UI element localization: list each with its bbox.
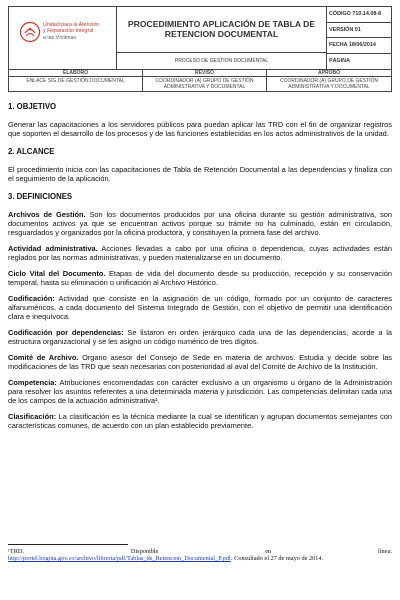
logo-line-1: Unidad para la Atención xyxy=(43,22,100,28)
document-meta xyxy=(327,7,391,69)
sign-label: REVISÓ xyxy=(143,70,266,77)
definition-item xyxy=(8,244,392,262)
definition-text: Organo asesor del Consejo de Sede en materia de archivos. Estudia y decide sobre las modificaciones de las TRD que sean necesarias con posterioridad al aval del Comité de Archivo de la Institución. xyxy=(8,353,393,371)
definition-term: Ciclo Vital del Documento. xyxy=(8,269,106,278)
definition-text: Atribuciones encomendadas con carácter exclusivo a un organismo u órgano de la Administración para resolver los asuntos referentes a una determinada materia y jurisdicción. Las competencias delimitan cada una de los campos de la actuación administrativa¹. xyxy=(8,378,392,405)
logo-line-2: y Reparación Integral xyxy=(43,28,94,35)
definition-item xyxy=(8,210,392,237)
definition-text: Etapas de vida del documento desde su producción, recepción y su conservación temporal, hasta su eliminación o unificación al Archivo Histórico. xyxy=(8,269,392,287)
document-page: PÁGINA xyxy=(329,57,350,64)
document-version: VERSIÓN 01 xyxy=(327,23,391,39)
definition-term: Clasificación: xyxy=(8,412,57,421)
footnote-separator xyxy=(8,544,128,545)
coat-of-arms-icon xyxy=(19,21,41,43)
sign-value: COORDINADOR (A) GRUPO DE GESTIÓN ADMINISTRATIVA Y DOCUMENTAL xyxy=(279,78,379,90)
definition-term: Codificación por dependencias: xyxy=(8,328,124,337)
sign-reviso xyxy=(143,70,267,92)
document-header xyxy=(8,6,392,92)
definition-text: Son los documentos producidos por una oficina durante su gestión administrativa, son documentos activos ya que se encuentran activos porque su trámite no ha culminado, están en circulación, resguardados y organizados por la oficina productora, y constituyen la primera fase del archivo. xyxy=(8,210,392,237)
definition-item xyxy=(8,353,392,371)
footnote-suffix: . Consultado el 27 de mayo de 2014. xyxy=(230,555,324,563)
footnote-line-1 xyxy=(8,548,392,555)
document-date: FECHA 18/06/2014 xyxy=(327,38,391,54)
definition-item xyxy=(8,378,392,405)
sign-elaboro xyxy=(9,70,143,92)
section-heading-alcance: 2. ALCANCE xyxy=(8,147,55,156)
definition-term: Actividad administrativa. xyxy=(8,244,98,253)
footnote-prefix: ¹TRD. xyxy=(8,548,25,555)
document-body xyxy=(8,98,392,430)
logo-line-3: a las Víctimas xyxy=(43,34,76,41)
footnote-line-2 xyxy=(8,555,392,562)
sign-aprobo xyxy=(267,70,391,92)
document-code: CÓDIGO 710.14.08-8 xyxy=(327,7,391,23)
section-heading-objetivo: 1. OBJETIVO xyxy=(8,102,57,111)
definition-item xyxy=(8,294,392,321)
title-cell xyxy=(117,7,327,53)
logo-text xyxy=(43,22,115,41)
footnote-en: en xyxy=(265,548,272,555)
definition-text: La clasificación es la técnica mediante la cual se identifican y agrupan documentos semejantes con características comunes, de acuerdo con un plan establecido previamente. xyxy=(8,412,392,430)
footnote xyxy=(8,548,392,563)
definition-term: Archivos de Gestión. xyxy=(8,210,86,219)
definition-term: Comité de Archivo. xyxy=(8,353,79,362)
document-title: PROCEDIMIENTO APLICACIÓN DE TABLA DE RETENCION DOCUMENTAL xyxy=(127,19,316,39)
definition-term: Codificación: xyxy=(8,294,55,303)
logo-cell xyxy=(9,7,117,69)
section-heading-definiciones: 3. DEFINICIONES xyxy=(8,192,73,201)
sign-label: ELABORÓ xyxy=(9,70,142,77)
definition-text: Se listaron en orden jerárquico cada una de las dependencias, acorde a la estructura organizacional y se les asigno un código numérico de tres dígitos. xyxy=(8,328,393,346)
objetivo-text: Generar las capacitaciones a los servidores públicos para puedan aplicar las TRD con el fin de organizar registros que soporten el desarrollo de los procesos y de las funciones establecidas en los actos administrativos de la unidad. xyxy=(8,120,392,138)
alcance-text: El procedimiento inicia con las capacitaciones de Tabla de Retención Documental a las dependencias y finaliza con el seguimiento de la aplicación. xyxy=(8,165,392,183)
definition-text: Acciones llevadas a cabo por una oficina o dependencia, cuyas actividades están reglados por las normas administrativas, y pueden materializarse en un documento. xyxy=(8,244,392,262)
definition-item xyxy=(8,269,392,287)
definition-term: Competencia: xyxy=(8,378,57,387)
definition-item xyxy=(8,412,392,430)
footnote-linea: línea: xyxy=(378,548,392,555)
definition-item xyxy=(8,328,392,346)
signature-row xyxy=(9,69,391,91)
footnote-link[interactable]: http://portel.bogota.gov.co/archivo/libreria/pdf/Tablas_de_Retencion_Documental_P.pdf xyxy=(8,555,231,563)
definition-text: Actividad que consiste en la asignación de un código, formado por un conjunto de caracteres alfanuméricos, a cada documento del Sistema Integrado de Gestión, con el objetivo de permitir una identificación clara e inequívoca. xyxy=(8,294,392,321)
sign-label: APROBÓ xyxy=(267,70,391,77)
process-name: PROCESO DE GESTION DOCUMENTAL xyxy=(117,53,327,69)
sign-value: ENLACE SIG DE GESTIÓN DOCUMENTAL xyxy=(26,78,125,84)
sign-value: COORDINADOR (A) GRUPO DE GESTIÓN ADMINISTRATIVA Y DOCUMENTAL xyxy=(155,78,254,90)
footnote-disponible: Disponible xyxy=(130,548,159,555)
